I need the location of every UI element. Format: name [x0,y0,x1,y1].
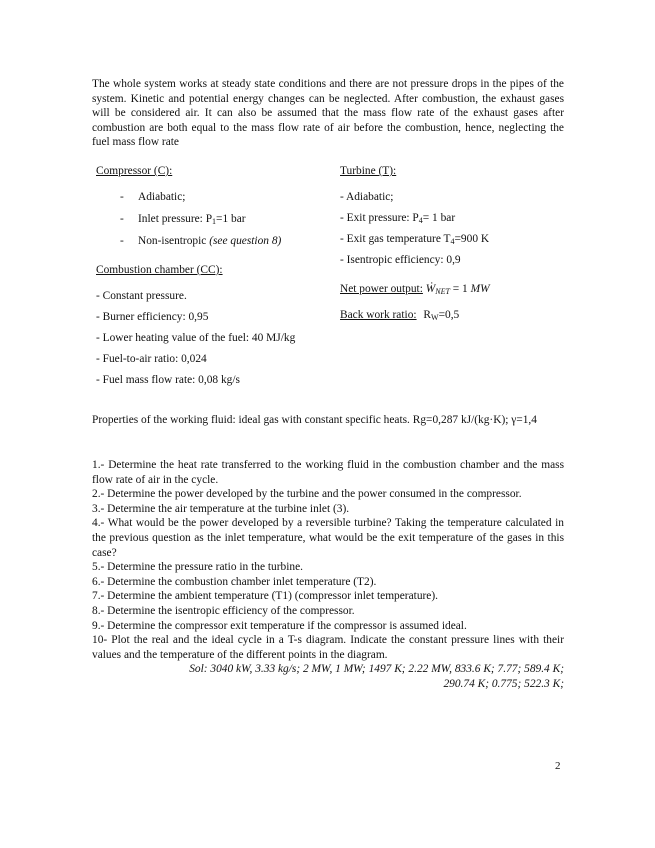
intro-paragraph: The whole system works at steady state conditions and there are not pressure drops in the pipes of the system. Kinetic and potential energy changes can be neglected. After combustion, the exhaust gases will be considered air. It can also be assumed that the mass flow rate of the exhaust gases after combustion are both equal to the mass flow rate of air before the combustion, hence, neglecting the fuel mass flow rate [92,78,564,149]
back-work-ratio: Back work ratio: $R_W=0,5$ [340,309,460,322]
list-item: - Burner efficiency: 0,95 [96,311,209,323]
left-column [96,163,336,393]
question-item: 3.- Determine the air temperature at the turbine inlet (3). [92,502,350,515]
turbine-heading: Turbine (T): [340,165,397,177]
list-item: - Fuel mass flow rate: 0,08 kg/s [96,374,240,386]
right-column [340,163,570,329]
question-item: 2.- Determine the power developed by the turbine and the power consumed in the compressor. [92,488,522,501]
list-item: - Adiabatic; [120,191,186,203]
net-power-output: Net power output: Ẇ$_{NET}$ = 1 MW [340,283,490,296]
solutions-line-1: Sol: 3040 kW, 3.33 kg/s; 2 MW, 1 MW; 1497 K; 2.22 MW, 833.6 K; 7.77; 589.4 K; [189,663,564,676]
compressor-list [96,189,336,255]
question-item: 9.- Determine the compressor exit temperature if the compressor is assumed ideal. [92,619,467,632]
question-item: 5.- Determine the pressure ratio in the turbine. [92,561,303,574]
question-item: 7.- Determine the ambient temperature (T1) (compressor inlet temperature). [92,590,439,603]
question-item: 10- Plot the real and the ideal cycle in a T-s diagram. Indicate the constant pressure lines with their values and the temperature of the different points in the diagram. [92,634,564,661]
question-item: 4.- What would be the power developed by a reversible turbine? Taking the temperature calculated in the previous question as the inlet temperature, what would be the exit temperature of the gases in this case? [92,517,564,559]
list-item: - Isentropic efficiency: 0,9 [340,254,461,266]
list-item: - Non-isentropic (see question 8) [120,235,282,247]
list-item: - Adiabatic; [340,191,394,203]
fluid-properties: Properties of the working fluid: ideal gas with constant specific heats. Rg=0,287 kJ/(kg·K); γ=1,4 [92,414,537,426]
list-item: - Exit gas temperature $T_4=900$ K [340,233,490,246]
question-item: 8.- Determine the isentropic efficiency of the compressor. [92,604,355,617]
list-item: - Inlet pressure: $P_1=1$ bar [120,213,246,226]
list-item: - Constant pressure. [96,290,187,302]
combustion-heading: Combustion chamber (CC): [96,264,223,276]
turbine-list [340,189,570,273]
solutions-line-2: 290.74 K; 0.775; 522.3 K; [443,677,564,690]
list-item: - Lower heating value of the fuel: 40 MJ/kg [96,332,296,344]
list-item: - Exit pressure: $P_4= 1$ bar [340,212,456,225]
page-number: 2 [555,760,561,772]
list-item: - Fuel-to-air ratio: 0,024 [96,353,207,365]
question-item: 1.- Determine the heat rate transferred to the working fluid in the combustion chamber and the mass flow rate of air in the cycle. [92,459,564,486]
questions-block [92,458,564,692]
question-item: 6.- Determine the combustion chamber inlet temperature (T2). [92,575,377,588]
combustion-list [96,288,336,393]
compressor-heading: Compressor (C): [96,165,173,177]
